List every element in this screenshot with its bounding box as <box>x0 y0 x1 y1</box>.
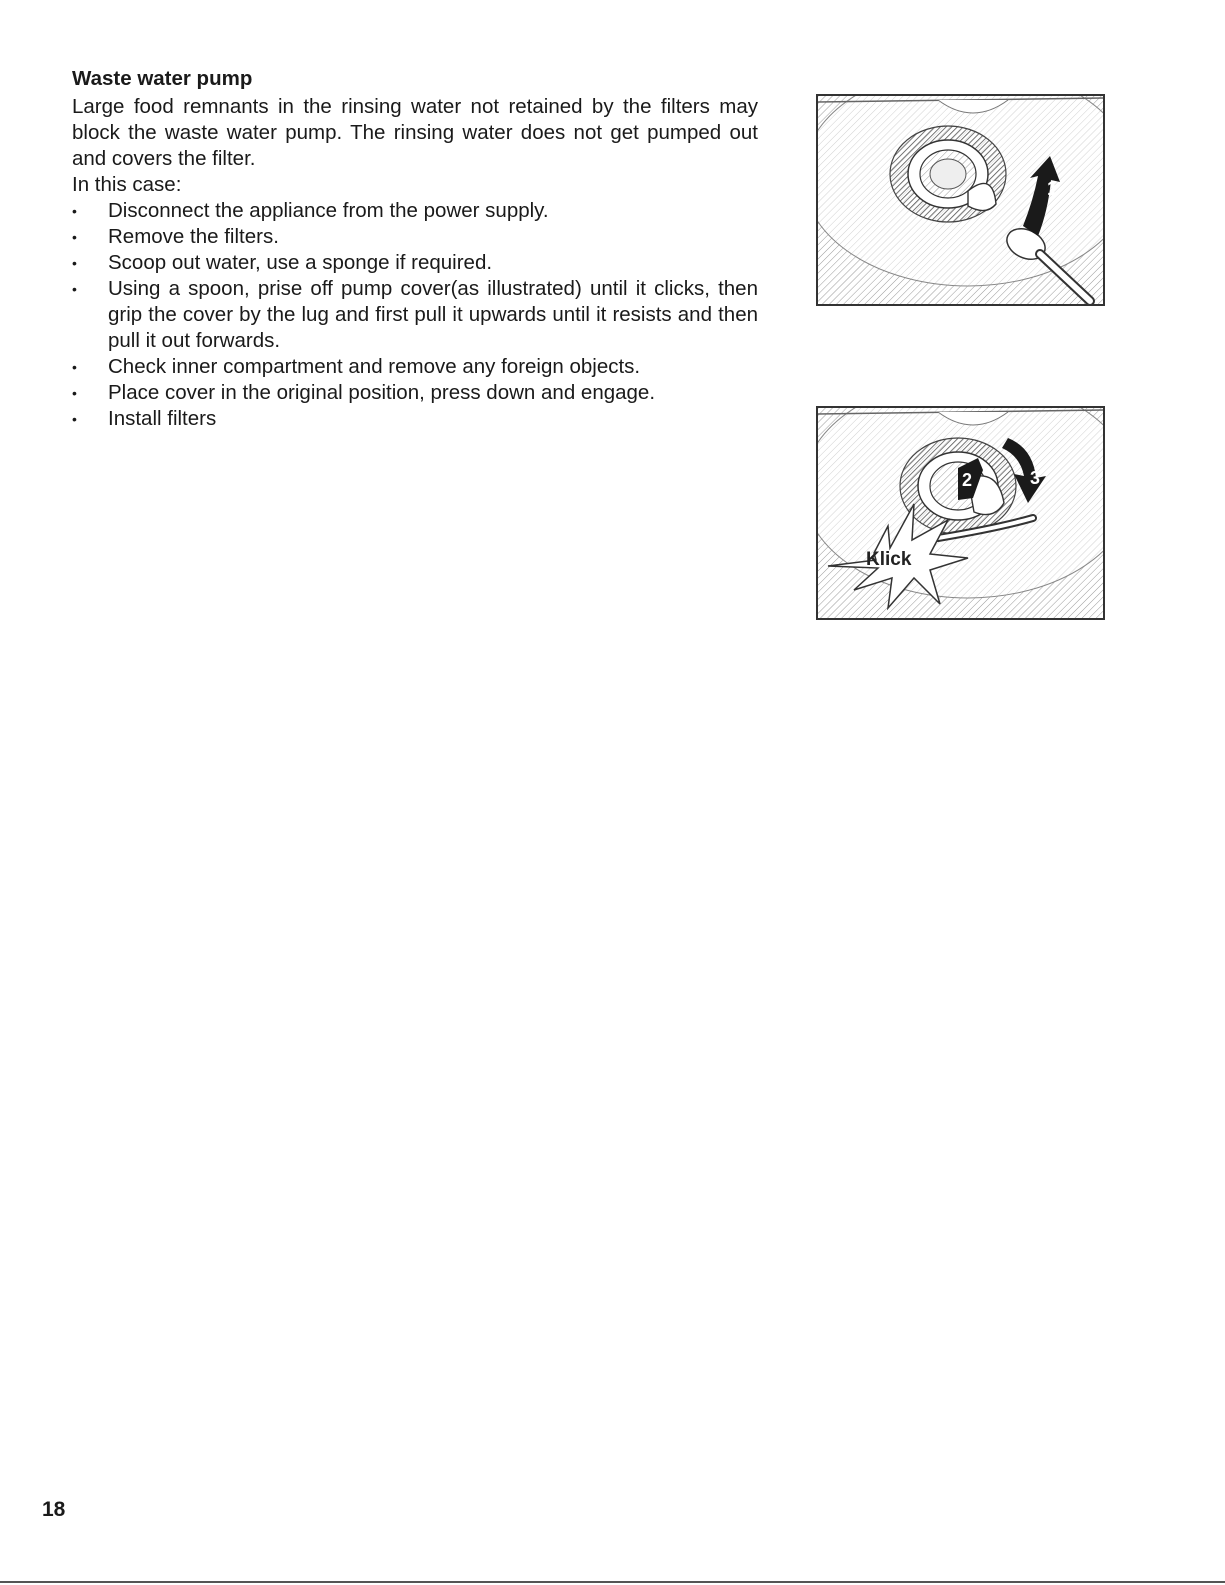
klick-callout: Klick <box>866 549 912 570</box>
list-item: • Check inner compartment and remove any foreign objects. <box>72 354 758 380</box>
list-item: • Disconnect the appliance from the power supply. <box>72 198 758 224</box>
pump-cover-figure-1 <box>816 94 1105 306</box>
steps-list <box>72 198 758 432</box>
list-item: • Scoop out water, use a sponge if required. <box>72 250 758 276</box>
intro-paragraph: Large food remnants in the rinsing water not retained by the filters may block the waste water pump. The rinsing water does not get pumped out and covers the filter. <box>72 95 758 170</box>
page-number: 18 <box>42 1498 66 1521</box>
step-label-1: 1 <box>1047 178 1059 200</box>
list-item: • Using a spoon, prise off pump cover(as illustrated) until it clicks, then grip the cover by the lug and first pull it upwards until it resists and then pull it out forwards. <box>72 276 758 354</box>
step-label-3: 3 <box>1030 468 1041 488</box>
step-label-2: 2 <box>962 470 973 490</box>
lead-text: In this case: <box>72 173 182 196</box>
list-item: • Place cover in the original position, press down and engage. <box>72 380 758 406</box>
list-item: • Install filters <box>72 406 758 432</box>
pump-cover-figure-2 <box>816 406 1105 620</box>
list-item: • Remove the filters. <box>72 224 758 250</box>
pump-illustration-1 <box>818 96 1103 304</box>
instructions-text <box>72 66 758 432</box>
bottom-rule <box>0 1581 1225 1583</box>
pump-illustration-2 <box>818 408 1103 618</box>
section-heading: Waste water pump <box>72 67 253 90</box>
